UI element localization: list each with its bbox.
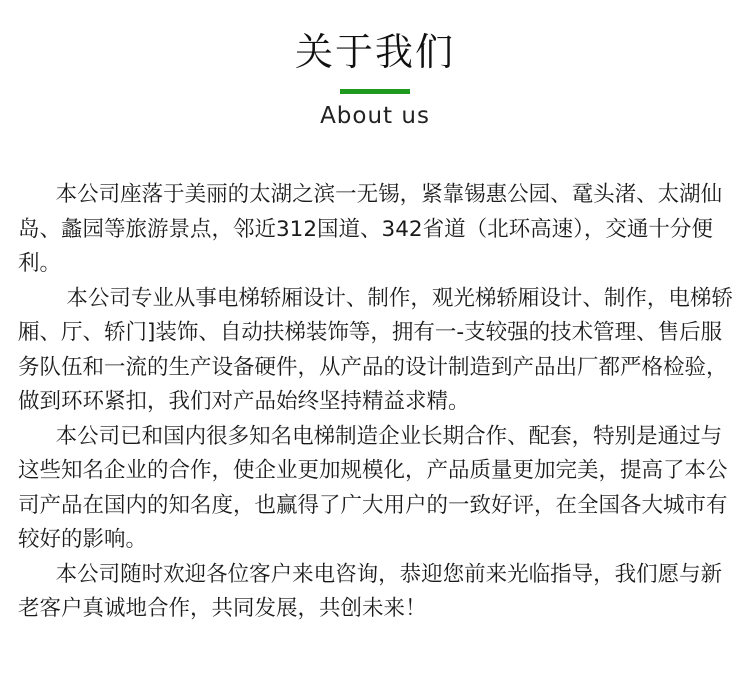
page-subtitle: About us bbox=[320, 103, 430, 129]
paragraph-welcome: 本公司随时欢迎各位客户来电咨询，恭迎您前来光临指导，我们愿与新老客户真诚地合作，共同发展，共创未来！ bbox=[18, 561, 723, 621]
paragraph-partners: 本公司已和国内很多知名电梯制造企业长期合作、配套，特别是通过与这些知名企业的合作，使企业更加规模化，产品质量更加完美，提高了本公司产品在国内的知名度，也赢得了广大用户的一致好评，在全国各大城市有较好的影响。 bbox=[18, 423, 728, 552]
about-body bbox=[18, 178, 734, 627]
page-title: 关于我们 bbox=[294, 30, 455, 74]
paragraph-location: 本公司座落于美丽的太湖之滨一无锡，紧靠锡惠公园、鼋头渚、太湖仙岛、蠡园等旅游景点，邻近312国道、342省道（北环高速），交通十分便利。 bbox=[18, 182, 723, 276]
title-underline-bar bbox=[340, 89, 410, 94]
paragraph-business: 本公司专业从事电梯轿厢设计、制作，观光梯轿厢设计、制作，电梯轿厢、厅、轿门]装饰、自动扶梯装饰等，拥有一-支较强的技术管理、售后服务队伍和一流的生产设备硬件，从产品的设计制造到产品出厂都严格检验，做到环环紧扣，我们对产品始终坚持精益求精。 bbox=[18, 285, 733, 414]
